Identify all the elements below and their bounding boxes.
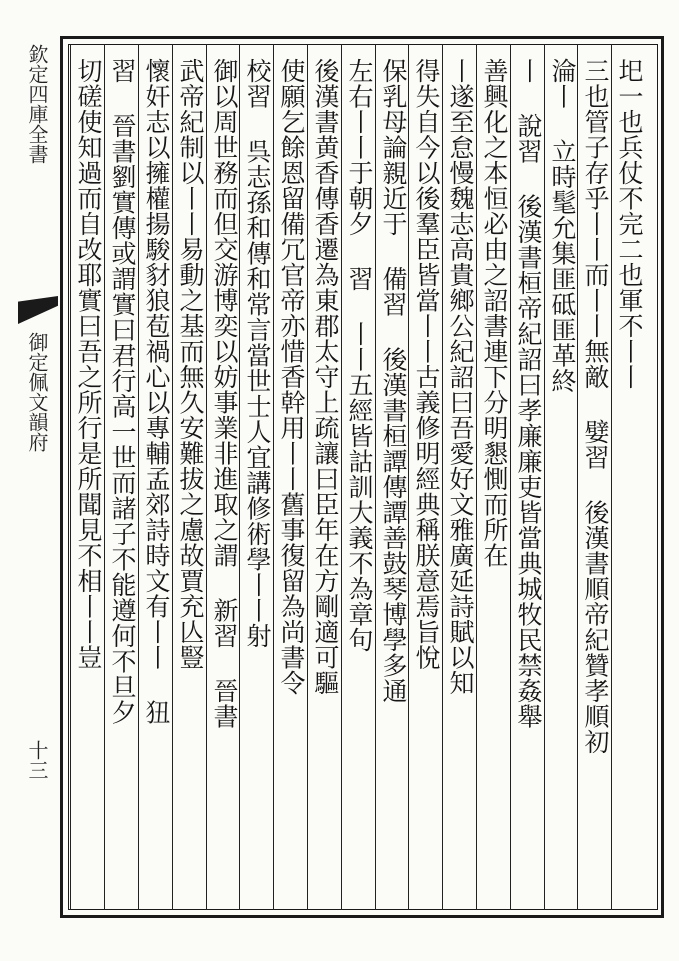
text-column: 校習 呉志孫和傳和常言當世士人宜講修術學丨丨射 xyxy=(243,58,272,649)
margin-title: 欽定四庫全書 xyxy=(25,44,49,164)
text-column: 使願乞餘恩留備冗官帝亦惜香幹用丨丨舊事復留為尚書令 xyxy=(277,58,306,696)
text-column: 切磋使知過而自改耶實曰吾之所行是所聞見不相丨丨豈 xyxy=(74,58,103,670)
margin-page-number: 十三 xyxy=(25,740,49,780)
text-column: 保乳母論親近于 備習 後漢書桓譚傳譚善鼓琴博學多通 xyxy=(379,58,408,704)
column-rule xyxy=(476,44,477,910)
column-rule xyxy=(307,44,308,910)
column-rule xyxy=(104,44,105,910)
text-column: 懷奸志以擁權揚駿豺狼苞禍心以專輔孟郊詩時文有丨丨 狃 xyxy=(142,58,171,725)
column-rule xyxy=(70,44,71,910)
text-column: 左右丨丨于朝夕 習 丨丨五經皆詁訓大義不為章句 xyxy=(345,58,374,653)
text-column: 丨遂至怠慢魏志高貴鄉公紀詔曰吾愛好文雅廣延詩賦以知 xyxy=(446,58,475,696)
column-rule xyxy=(510,44,511,910)
text-column: 善興化之本恒必由之詔書連下分明懇惻而所在 xyxy=(480,58,509,568)
column-rule xyxy=(206,44,207,910)
margin-book-title: 御定佩文韻府 xyxy=(25,332,49,452)
text-column: 武帝紀制以丨丨易動之基而無久安難拔之慮故賈充亾豎 xyxy=(176,58,205,670)
column-rule xyxy=(442,44,443,910)
text-column: 御以周世務而但交游博奕以妨事業非進取之謂 新習 晉書 xyxy=(210,58,239,729)
text-column: 後漢書黄香傳香遷為東郡太守上疏讓曰臣年在方剛適可驅 xyxy=(311,58,340,696)
column-rule xyxy=(611,44,612,910)
column-rule xyxy=(172,44,173,910)
column-rule xyxy=(341,44,342,910)
text-column: 習 晉書劉實傳或謂實曰君行高一世而諸子不能遵何不旦夕 xyxy=(108,58,137,725)
fish-tail-mark-icon xyxy=(18,296,58,324)
text-column: 得失自今以後羣臣皆當丨丨古義修明經典稱朕意焉旨悅 xyxy=(412,58,441,670)
text-column: 圯一也兵仗不完二也軍不丨丨 xyxy=(615,58,644,390)
column-rule xyxy=(375,44,376,910)
text-column: 丨 說習 後漢書桓帝紀詔曰孝廉廉吏皆當典城牧民禁姦舉 xyxy=(514,58,543,729)
column-rule xyxy=(273,44,274,910)
text-column: 淪丨 立時髦允集匪砥匪革終 xyxy=(548,58,577,394)
text-column: 三也管子存乎丨丨而丨丨無敵 嬖習 後漢書順帝紀贊孝順初 xyxy=(581,58,610,755)
column-rule xyxy=(544,44,545,910)
column-rule xyxy=(138,44,139,910)
